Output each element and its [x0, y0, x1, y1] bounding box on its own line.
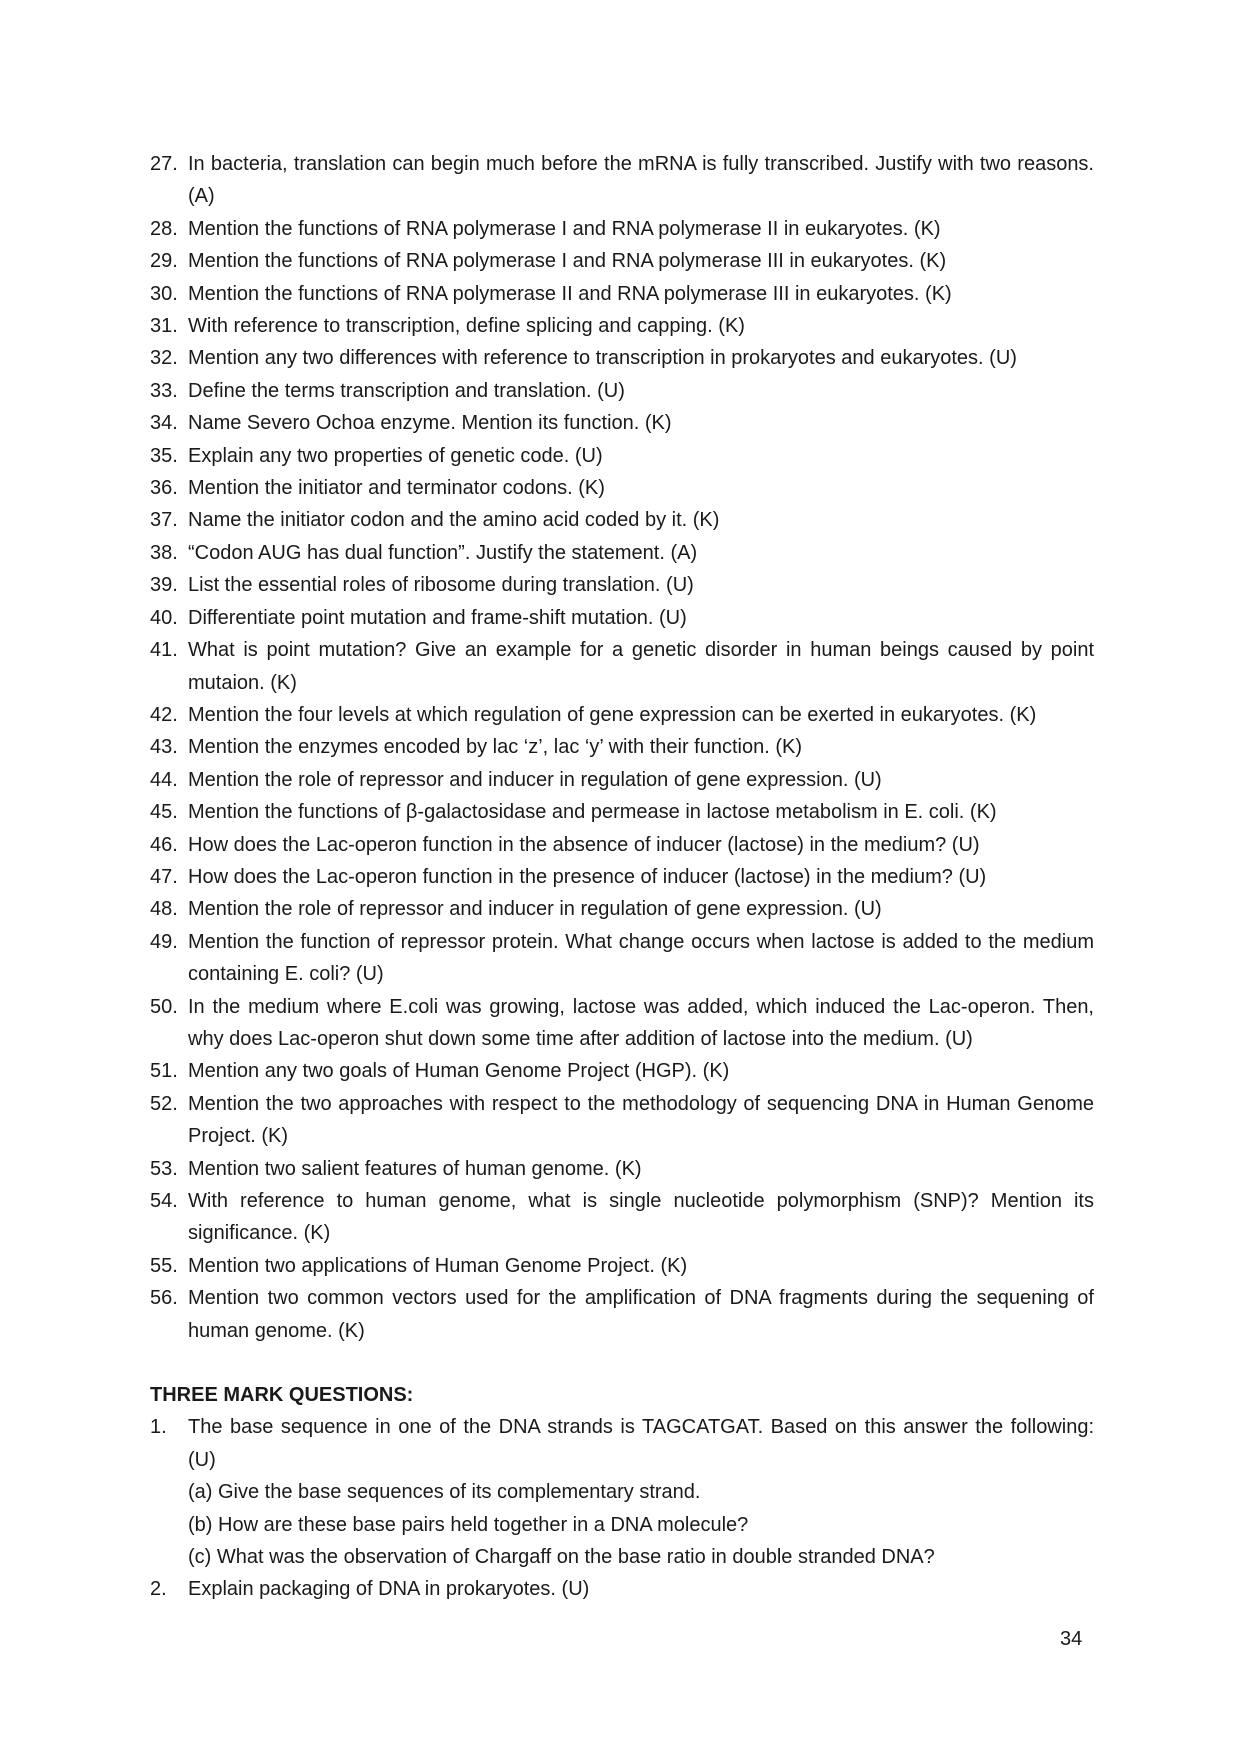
question-number: 43.	[150, 736, 178, 759]
question-subitem: (a) Give the base sequences of its complementary strand.	[188, 1481, 701, 1504]
question-number: 32.	[150, 347, 178, 370]
question-number: 40.	[150, 606, 178, 629]
question-text: Mention two salient features of human genome. (K)	[188, 1157, 642, 1180]
question-text: Mention the functions of RNA polymerase II and RNA polymerase III in eukaryotes. (K)	[188, 282, 952, 305]
question-subitem: (c) What was the observation of Chargaff on the base ratio in double stranded DNA?	[188, 1546, 935, 1569]
question-item	[150, 148, 1094, 213]
question-item	[150, 602, 1094, 634]
question-text: What is point mutation? Give an example for a genetic disorder in human beings caused by point mutaion. (K)	[188, 639, 1094, 694]
question-item	[150, 893, 1094, 925]
question-item	[150, 1055, 1094, 1087]
question-text: Mention the four levels at which regulation of gene expression can be exerted in eukaryotes. (K)	[188, 703, 1037, 726]
question-text: The base sequence in one of the DNA strands is TAGCATGAT. Based on this answer the following: (U)	[188, 1416, 1094, 1471]
question-text: How does the Lac-operon function in the absence of inducer (lactose) in the medium? (U)	[188, 833, 980, 856]
question-number: 38.	[150, 541, 178, 564]
question-text: Name Severo Ochoa enzyme. Mention its function. (K)	[188, 412, 672, 435]
question-text: Define the terms transcription and translation. (U)	[188, 379, 625, 402]
question-item	[150, 699, 1094, 731]
question-text: Mention two applications of Human Genome Project. (K)	[188, 1254, 688, 1277]
question-text: Mention any two goals of Human Genome Project (HGP). (K)	[188, 1060, 730, 1083]
question-text: Mention the enzymes encoded by lac ‘z’, lac ‘y’ with their function. (K)	[188, 736, 802, 759]
question-item	[150, 991, 1094, 1056]
question-item	[150, 310, 1094, 342]
question-number: 47.	[150, 865, 178, 888]
question-number: 46.	[150, 833, 178, 856]
question-item	[150, 472, 1094, 504]
question-item	[150, 440, 1094, 472]
question-subitem: (b) How are these base pairs held together in a DNA molecule?	[188, 1513, 749, 1536]
question-item	[150, 1250, 1094, 1282]
question-number: 31.	[150, 315, 178, 338]
question-item	[150, 213, 1094, 245]
question-number: 55.	[150, 1254, 178, 1277]
question-number: 48.	[150, 898, 178, 921]
question-number: 28.	[150, 217, 178, 240]
question-number: 56.	[150, 1287, 178, 1310]
question-item	[150, 537, 1094, 569]
question-item	[150, 829, 1094, 861]
question-text: Mention the functions of RNA polymerase I and RNA polymerase II in eukaryotes. (K)	[188, 217, 941, 240]
question-number: 1.	[150, 1416, 167, 1439]
question-number: 33.	[150, 379, 178, 402]
question-text: Mention the functions of RNA polymerase I and RNA polymerase III in eukaryotes. (K)	[188, 250, 947, 273]
page-number: 34	[1060, 1628, 1083, 1650]
question-item	[150, 1573, 1094, 1605]
question-text: With reference to transcription, define splicing and capping. (K)	[188, 315, 745, 338]
question-number: 53.	[150, 1157, 178, 1180]
question-item	[150, 245, 1094, 277]
question-text: Name the initiator codon and the amino acid coded by it. (K)	[188, 509, 720, 532]
question-text: Explain packaging of DNA in prokaryotes. (U)	[188, 1578, 590, 1601]
question-number: 50.	[150, 995, 178, 1018]
question-number: 35.	[150, 444, 178, 467]
question-number: 54.	[150, 1190, 178, 1212]
three-mark-heading: THREE MARK QUESTIONS:	[150, 1384, 414, 1407]
question-text: Mention the two approaches with respect to the methodology of sequencing DNA in Human Genome Project. (K)	[188, 1092, 1094, 1148]
question-number: 2.	[150, 1578, 167, 1601]
question-text: Explain any two properties of genetic code. (U)	[188, 444, 603, 467]
question-number: 34.	[150, 412, 178, 435]
question-item	[150, 861, 1094, 893]
question-item	[150, 731, 1094, 763]
question-item	[150, 504, 1094, 536]
question-text: In the medium where E.coli was growing, lactose was added, which induced the Lac-operon. Then, why does Lac-operon shut down some time after addition of lactose into the medium. (U)	[188, 995, 1094, 1050]
question-text: How does the Lac-operon function in the presence of inducer (lactose) in the medium? (U)	[188, 865, 987, 888]
question-text: Differentiate point mutation and frame-shift mutation. (U)	[188, 606, 687, 629]
question-item	[150, 926, 1094, 991]
question-number: 36.	[150, 477, 178, 500]
question-number: 44.	[150, 768, 178, 791]
question-item	[150, 1088, 1094, 1153]
question-item	[150, 569, 1094, 601]
question-number: 45.	[150, 801, 178, 824]
question-number: 37.	[150, 509, 178, 532]
question-text: “Codon AUG has dual function”. Justify the statement. (A)	[188, 541, 698, 564]
question-text: With reference to human genome, what is single nucleotide polymorphism (SNP)? Mention its significance. (K)	[188, 1190, 1094, 1245]
question-item	[150, 1185, 1094, 1250]
question-item	[150, 375, 1094, 407]
question-item	[150, 796, 1094, 828]
question-item	[150, 1282, 1094, 1347]
question-number: 30.	[150, 282, 178, 305]
question-item	[150, 764, 1094, 796]
question-text: Mention the initiator and terminator codons. (K)	[188, 477, 605, 500]
question-number: 52.	[150, 1092, 178, 1115]
question-item	[150, 1153, 1094, 1185]
question-text: Mention the role of repressor and inducer in regulation of gene expression. (U)	[188, 768, 882, 791]
question-number: 51.	[150, 1060, 178, 1083]
question-item	[150, 278, 1094, 310]
question-item	[150, 1411, 1094, 1573]
question-text: Mention any two differences with reference to transcription in prokaryotes and eukaryotes. (U)	[188, 347, 1017, 370]
question-number: 27.	[150, 153, 178, 175]
question-text: Mention the role of repressor and inducer in regulation of gene expression. (U)	[188, 898, 882, 921]
two-mark-question-list	[150, 148, 1094, 1347]
question-item	[150, 342, 1094, 374]
question-text: Mention two common vectors used for the amplification of DNA fragments during the sequening of human genome. (K)	[188, 1287, 1094, 1342]
question-text: Mention the functions of β-galactosidase and permease in lactose metabolism in E. coli. (K)	[188, 801, 997, 824]
question-text: In bacteria, translation can begin much before the mRNA is fully transcribed. Justify with two reasons. (A)	[188, 153, 1094, 208]
question-text: List the essential roles of ribosome during translation. (U)	[188, 574, 694, 597]
question-number: 42.	[150, 703, 178, 726]
question-number: 41.	[150, 639, 178, 662]
question-item	[150, 634, 1094, 699]
question-text: Mention the function of repressor protein. What change occurs when lactose is added to the medium containing E. coli? (U)	[188, 930, 1094, 986]
question-number: 39.	[150, 574, 178, 597]
three-mark-question-list	[150, 1411, 1094, 1605]
question-item	[150, 407, 1094, 439]
question-number: 29.	[150, 250, 178, 273]
question-number: 49.	[150, 930, 178, 953]
page-content	[150, 148, 1094, 1606]
